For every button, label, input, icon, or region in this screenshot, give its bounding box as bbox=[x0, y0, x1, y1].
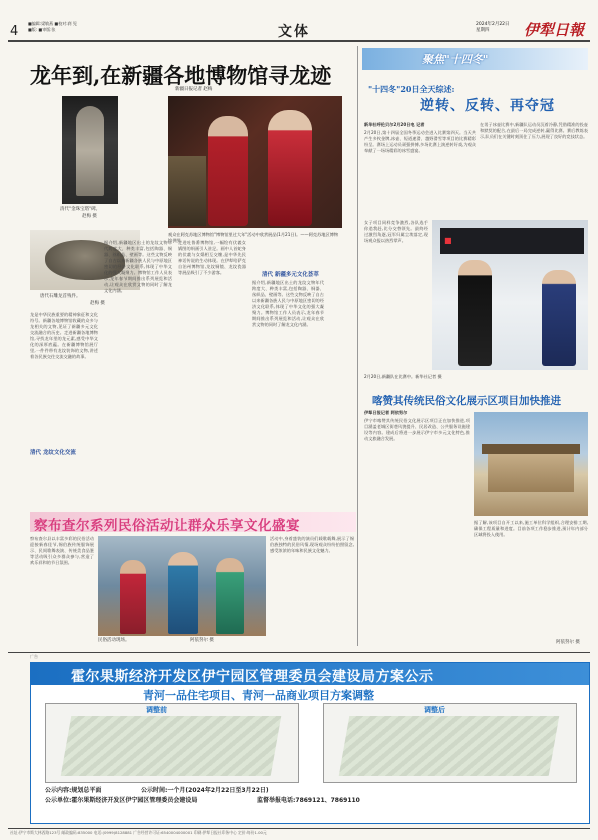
winter-games-quote: "十四冬"20日全天综述: bbox=[368, 84, 455, 94]
notice-supervision: 监督举报电话:7869121、7869110 bbox=[257, 797, 360, 804]
folk-text-2: 活动中,身着盛装的演员们载歌载舞,展示了锡伯族独特的民俗风情,现场观众纷纷拍照留念,感受浓浓的年味和民族文化魅力。 bbox=[270, 536, 354, 553]
folk-banner-title: 察布查尔系列民俗活动让群众乐享文化盛宴 bbox=[34, 518, 300, 534]
folk-performer-3 bbox=[216, 558, 244, 634]
masthead-logo: 伊犁日報 bbox=[524, 21, 585, 39]
main-text-col3: 走进吐鲁番博物馆,一幅绘有伏羲女娲图的绢画引人驻足。画中人首蛇身的伏羲与女娲相互交缠,是中华先民神话传说的生动体现。在伊犁哈萨克自治州博物馆,龙纹铜镜、龙纹瓷器等展品吸引了不少游客。 bbox=[178, 240, 246, 275]
plan-before-label: 调整前 bbox=[146, 705, 167, 714]
main-text-col1: 龙是中华民族重要的精神象征和文化符号。新疆各地博物馆收藏的众多与龙相关的文物,见证了新疆多元文化交流融合的历史。走进新疆各地博物馆,寻找龙年里的龙元素,感受中华文化的深厚底蕴。在新疆博物馆展厅里,一件件带有龙纹装饰的文物,讲述着各民族交往交流交融的故事。 bbox=[30, 312, 98, 359]
athlete-right bbox=[542, 270, 576, 366]
performers-photo bbox=[168, 96, 342, 228]
winter-games-banner-title: 聚焦"十四冬" bbox=[422, 53, 489, 66]
editor-line-5: ■审版:张 bbox=[38, 26, 56, 32]
notice-period-title: 公示内容:规划总平面 bbox=[45, 787, 102, 794]
notice-top-rule bbox=[8, 652, 590, 653]
plan-after-site bbox=[339, 716, 560, 776]
main-text-col2: 据介绍,新疆地区出土的龙纹文物年代跨度大、种类丰富,包括陶器、铜器、丝织品、壁画等。这些文物反映了自古以来新疆各族人民与中原地区密切的经济文化联系,体现了中华文化的强大凝聚力。博物馆工作人员表示,龙年春节期间推出系列展览和活动,让观众在欣赏文物的同时了解龙文化内涵。 bbox=[104, 240, 172, 293]
performers-caption: 观众在阿克苏地区博物馆"博物馆里过大年"活动中欣赏展品(1月21日)。——阿克苏地区博物馆供图 bbox=[168, 232, 339, 243]
editor-line-3: 见 bbox=[72, 21, 77, 26]
winter-games-byline: 新华社呼伦贝尔2月20日电 记者 bbox=[364, 122, 425, 127]
editor-line-2: ■校对:刹 bbox=[54, 21, 72, 26]
folk-photo-caption: 民俗活动现场。 bbox=[98, 638, 130, 643]
stele-caption: 清代"金珠宝塔"碑。 bbox=[60, 207, 101, 212]
curling-photo-caption: 2月20日,新疆队在比赛中。新华社记者 摄 bbox=[364, 374, 442, 379]
notice-publisher: 公示单位:霍尔果斯经济开发区伊宁园区管理委员会建设局 bbox=[45, 797, 198, 804]
folk-text-1: 察布查尔县以丰富多彩的民俗活动迎接新春佳节,锡伯族传统服饰展示、民间歌舞表演、传统美食品鉴等活动吸引众多群众参与,营造了欢乐祥和的节日氛围。 bbox=[30, 536, 94, 565]
heritage-building bbox=[488, 452, 574, 492]
heritage-byline: 伊犁日报记者 阿依努尔 bbox=[364, 410, 408, 415]
heritage-credit: 阿依努尔 摄 bbox=[556, 640, 580, 645]
main-subhead-1: 清代 龙纹文化交流 bbox=[30, 450, 76, 456]
heritage-headline: 喀赞其传统民俗文化展示区项目加快推进 bbox=[372, 395, 561, 407]
stele-credit: 赵梅 摄 bbox=[82, 214, 97, 219]
winter-games-text-3: 女子项目同样竞争激烈,各队选手你追我赶,比分交替领先。最终经过激烈角逐,冠军归属尘埃落定,现场观众报以热烈掌声。 bbox=[364, 220, 428, 243]
notice-panel bbox=[30, 662, 590, 824]
notice-tag: 广告 bbox=[30, 654, 38, 659]
winter-games-text-2: 在男子冰壶比赛中,新疆队运动员沉着冷静,凭借精准的投壶和默契的配合,在最后一局完成逆转,赢得比赛。赛后教练表示,队员们在关键时刻顶住了压力,展现了良好的竞技状态。 bbox=[480, 122, 588, 139]
folk-photo-credit: 阿依努尔 摄 bbox=[190, 638, 214, 643]
date-text: 2024年2月22日 bbox=[476, 22, 510, 27]
notice-title: 霍尔果斯经济开发区伊宁园区管理委员会建设局方案公示 bbox=[71, 669, 434, 685]
winter-games-text-1: 2月20日,第十四届全国冬季运动会进入比赛第四天。当天共产生多枚金牌,冰壶、短道速滑、越野滑雪等项目的比赛精彩纷呈。赛场上运动员顽强拼搏,多场比赛上演逆转好戏,为观众奉献了一场场精彩的冰雪盛宴。 bbox=[364, 130, 476, 153]
editor-info bbox=[28, 21, 118, 32]
weekday-text: 星期四 bbox=[476, 28, 490, 33]
performer-left bbox=[208, 116, 248, 226]
folk-performer-2 bbox=[168, 552, 198, 634]
performer-right bbox=[268, 110, 312, 226]
team-scoreboard bbox=[440, 228, 584, 254]
stele-shape bbox=[76, 106, 104, 196]
athlete-center bbox=[458, 260, 492, 366]
editor-line-4: ■版: bbox=[28, 26, 38, 32]
editor-line-1: ■编辑:梁敏燕 bbox=[28, 21, 54, 26]
main-subhead-2: 清代 新疆多元文化荟萃 bbox=[262, 272, 319, 278]
main-headline: 龙年到,在新疆各地博物馆寻龙迹 bbox=[30, 63, 332, 88]
winter-games-banner bbox=[362, 48, 588, 70]
footer-text: 社址:伊宁市斯大林西路123号 邮政编码:835000 电话:(0999)8128881 广告经营许可证:6540004000001 印刷:伊犁日报社印务中心 定价:每份1.00元 bbox=[10, 830, 267, 835]
scoreboard-label: ■ bbox=[444, 236, 452, 245]
heritage-photo bbox=[474, 412, 588, 516]
folk-banner bbox=[30, 512, 356, 532]
folk-photo bbox=[98, 536, 266, 636]
stele-photo bbox=[62, 96, 118, 204]
curling-photo bbox=[432, 220, 588, 370]
plan-before-site bbox=[61, 716, 282, 776]
issue-date bbox=[476, 22, 510, 34]
plan-after-label: 调整后 bbox=[424, 705, 445, 714]
winter-games-headline: 逆转、反转、再夺冠 bbox=[420, 98, 555, 114]
plan-before bbox=[45, 703, 299, 783]
notice-period: 公示时间:一个月(2024年2月22日至3月22日) bbox=[141, 787, 269, 794]
plan-after bbox=[323, 703, 577, 783]
display-case bbox=[168, 156, 206, 226]
header-rule bbox=[8, 40, 590, 42]
heritage-roof bbox=[482, 444, 580, 454]
dragon-head-caption: 唐代石雕龙首残件。 bbox=[40, 294, 81, 299]
section-title: 文体 bbox=[278, 24, 310, 40]
header bbox=[8, 18, 590, 40]
column-divider bbox=[357, 46, 358, 646]
notice-title-bar bbox=[31, 663, 589, 685]
main-text-col4: 据介绍,新疆地区出土的龙纹文物年代跨度大、种类丰富,包括陶器、铜器、丝织品、壁画等。这些文物反映了自古以来新疆各族人民与中原地区密切的经济文化联系,体现了中华文化的强大凝聚力。博物馆工作人员表示,龙年春节期间推出系列展览和活动,让观众在欣赏文物的同时了解龙文化内涵。 bbox=[252, 280, 324, 327]
heritage-text-1: 伊宁市喀赞其传统民俗文化展示区项目正在加快推进,项目涵盖老城区街巷风貌提升、民居改造、公共服务设施建设等内容。建成后将进一步展示伊宁市多元文化特色,推动文旅融合发展。 bbox=[364, 418, 470, 441]
folk-performer-1 bbox=[120, 560, 146, 634]
page-number: 4 bbox=[10, 24, 19, 39]
dragon-head-credit: 赵梅 摄 bbox=[90, 301, 105, 306]
notice-subtitle: 青河一品住宅项目、青河一品商业项目方案调整 bbox=[143, 689, 374, 702]
heritage-text-2: 据了解,该项目自开工以来,施工单位科学组织,合理安排工期,确保工程质量和进度。目前各项工作稳步推进,预计年内部分区域将投入使用。 bbox=[474, 520, 588, 537]
main-byline: 新疆日报记者 赵梅 bbox=[175, 87, 213, 92]
footer-rule bbox=[8, 828, 590, 829]
